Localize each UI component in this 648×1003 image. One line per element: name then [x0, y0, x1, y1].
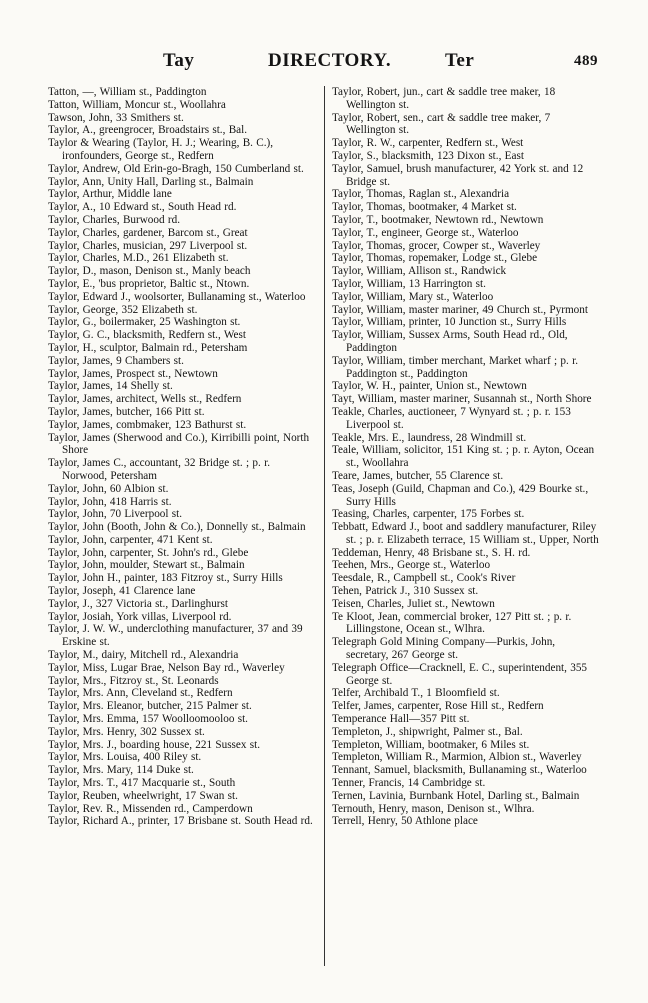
directory-entry: Taylor, William, Allison st., Randwick: [332, 265, 507, 278]
directory-entry: Taylor, Mrs. Louisa, 400 Riley st.: [48, 751, 202, 764]
directory-entry: Taylor, Robert, sen., cart & saddle tree maker, 7 Wellington st.: [332, 111, 551, 137]
directory-entry: Taylor, Edward J., woolsorter, Bullanaming st., Waterloo: [48, 290, 306, 303]
directory-entry: Taylor, Andrew, Old Erin-go-Bragh, 150 Cumberland st.: [48, 162, 304, 175]
directory-entry: Taylor, Ann, Unity Hall, Darling st., Balmain: [48, 175, 254, 188]
directory-entry: Taylor, William, 13 Harrington st.: [332, 277, 486, 290]
directory-entry: Taylor, Charles, musician, 297 Liverpool st.: [48, 239, 248, 252]
directory-entry: Ternen, Lavinia, Burnbank Hotel, Darling st., Balmain: [332, 789, 580, 802]
directory-entry: Taylor, Mrs. Henry, 302 Sussex st.: [48, 725, 205, 738]
directory-entry: Tatton, William, Moncur st., Woollahra: [48, 98, 226, 111]
right-column: [324, 86, 600, 966]
directory-entry: Taylor, William, Mary st., Waterloo: [332, 290, 494, 303]
directory-entry: Teasing, Charles, carpenter, 175 Forbes st.: [332, 508, 525, 521]
directory-entry: Taylor, William, master mariner, 49 Church st., Pyrmont: [332, 303, 588, 316]
directory-entry: Taylor, T., bootmaker, Newtown rd., Newtown: [332, 213, 544, 226]
directory-entry: Teare, James, butcher, 55 Clarence st.: [332, 469, 504, 482]
directory-entry: Taylor, James, architect, Wells st., Redfern: [48, 393, 242, 406]
directory-entry: Taylor, Charles, gardener, Barcom st., Great: [48, 226, 248, 239]
directory-entry: Teisen, Charles, Juliet st., Newtown: [332, 597, 495, 610]
directory-entry: Taylor, Mrs. Mary, 114 Duke st.: [48, 764, 194, 777]
directory-entry: Taylor, M., dairy, Mitchell rd., Alexandria: [48, 649, 239, 662]
directory-entry: Taylor, John (Booth, John & Co.), Donnelly st., Balmain: [48, 521, 306, 534]
directory-entry: Telfer, Archibald T., 1 Bloomfield st.: [332, 687, 500, 700]
directory-entry: Tatton, —, William st., Paddington: [48, 86, 207, 98]
directory-entry: Taylor, Mrs. Eleanor, butcher, 215 Palmer st.: [48, 700, 252, 713]
directory-entry: Taylor, Mrs., Fitzroy st., St. Leonards: [48, 674, 219, 687]
directory-entry: Taylor, Thomas, Raglan st., Alexandria: [332, 188, 510, 201]
directory-entry: Templeton, William, bootmaker, 6 Miles st.: [332, 738, 530, 751]
directory-entry: Taylor, G., boilermaker, 25 Washington st.: [48, 316, 241, 329]
directory-entry: Taylor, Josiah, York villas, Liverpool rd.: [48, 610, 232, 623]
directory-entry: Taylor, James, 14 Shelly st.: [48, 380, 173, 393]
directory-entry: Tayt, William, master mariner, Susannah st., North Shore: [332, 393, 592, 406]
directory-entry: Taylor, A., 10 Edward st., South Head rd.: [48, 201, 237, 214]
directory-entry: Taylor, William, timber merchant, Market wharf ; p. r. Paddington st., Paddington: [332, 354, 578, 380]
directory-entry: Taylor, Thomas, ropemaker, Lodge st., Glebe: [332, 252, 538, 265]
directory-entry: Taylor, Mrs. J., boarding house, 221 Sussex st.: [48, 738, 261, 751]
directory-entry: Taylor, James, combmaker, 123 Bathurst st.: [48, 418, 247, 431]
directory-entry: Taylor, Richard A., printer, 17 Brisbane st. South Head rd.: [48, 815, 313, 828]
directory-entry: Taylor, D., mason, Denison st., Manly beach: [48, 265, 251, 278]
directory-entry: Taylor, R. W., carpenter, Redfern st., West: [332, 137, 524, 150]
directory-entry: Temperance Hall—357 Pitt st.: [332, 713, 470, 726]
directory-entry: Templeton, William R., Marmion, Albion st., Waverley: [332, 751, 582, 764]
page-header: [48, 50, 598, 80]
directory-entry: Tenner, Francis, 14 Cambridge st.: [332, 777, 486, 790]
directory-entry: Taylor, John H., painter, 183 Fitzroy st., Surry Hills: [48, 572, 283, 585]
directory-entry: Taylor, S., blacksmith, 123 Dixon st., East: [332, 149, 524, 162]
directory-entry: Taylor & Wearing (Taylor, H. J.; Wearing, B. C.), ironfounders, George st., Redfern: [48, 137, 274, 162]
header-right-guide-word: Ter: [445, 50, 475, 71]
directory-entry: Teddeman, Henry, 48 Brisbane st., S. H. rd.: [332, 546, 531, 559]
header-left-guide-word: Tay: [163, 50, 195, 71]
directory-entry: Taylor, James C., accountant, 32 Bridge st. ; p. r. Norwood, Petersham: [48, 457, 271, 482]
directory-entry: Taylor, G. C., blacksmith, Redfern st., West: [48, 329, 246, 342]
directory-entry: Taylor, J. W. W., underclothing manufacturer, 37 and 39 Erskine st.: [48, 623, 303, 649]
directory-entry: Taylor, James, butcher, 166 Pitt st.: [48, 405, 205, 418]
directory-entry: Telfer, James, carpenter, Rose Hill st., Redfern: [332, 700, 544, 713]
directory-entry: Taylor, James, 9 Chambers st.: [48, 354, 184, 367]
directory-entry: Telegraph Office—Cracknell, E. C., superintendent, 355 George st.: [332, 661, 588, 687]
directory-entry: Templeton, J., shipwright, Palmer st., Bal.: [332, 725, 523, 738]
directory-entry: Teesdale, R., Campbell st., Cook's River: [332, 572, 516, 585]
directory-entry: Taylor, Mrs. Emma, 157 Woolloomooloo st.: [48, 713, 248, 726]
directory-entry: Teas, Joseph (Guild, Chapman and Co.), 429 Bourke st., Surry Hills: [332, 482, 589, 508]
directory-entry: Taylor, William, printer, 10 Junction st., Surry Hills: [332, 316, 567, 329]
directory-entry: Teakle, Charles, auctioneer, 7 Wynyard st. ; p. r. 153 Liverpool st.: [332, 405, 571, 431]
directory-entry: Taylor, T., engineer, George st., Waterloo: [332, 226, 519, 239]
directory-entry: Taylor, James, Prospect st., Newtown: [48, 367, 218, 380]
directory-entry: Taylor, John, 70 Liverpool st.: [48, 508, 183, 521]
left-column: [48, 86, 324, 966]
directory-entry: Taylor, Charles, Burwood rd.: [48, 213, 181, 226]
directory-entry: Tehen, Patrick J., 310 Sussex st.: [332, 585, 479, 598]
directory-entry: Tawson, John, 33 Smithers st.: [48, 111, 184, 124]
directory-entry: Ternouth, Henry, mason, Denison st., Wlhra.: [332, 802, 535, 815]
directory-entry: Taylor, John, moulder, Stewart st., Balmain: [48, 559, 245, 572]
directory-entry: Taylor, William, Sussex Arms, South Head rd., Old, Paddington: [332, 329, 568, 354]
directory-entry: Taylor, Mrs. Ann, Cleveland st., Redfern: [48, 687, 233, 700]
directory-entry: Taylor, W. H., painter, Union st., Newtown: [332, 380, 527, 393]
directory-entry: Taylor, Rev. R., Missenden rd., Camperdown: [48, 802, 253, 815]
directory-entry: Teale, William, solicitor, 151 King st. ; p. r. Ayton, Ocean st., Woollahra: [332, 444, 595, 470]
directory-entry: Taylor, John, carpenter, 471 Kent st.: [48, 533, 213, 546]
directory-entry: Taylor, George, 352 Elizabeth st.: [48, 303, 198, 316]
directory-entry: Taylor, John, 418 Harris st.: [48, 495, 172, 508]
directory-entry: Te Kloot, Jean, commercial broker, 127 Pitt st. ; p. r. Lillingstone, Ocean st., Wlhra.: [332, 610, 572, 636]
directory-entry: Taylor, Thomas, grocer, Cowper st., Waverley: [332, 239, 541, 252]
directory-entry: Taylor, Samuel, brush manufacturer, 42 York st. and 12 Bridge st.: [332, 162, 584, 188]
directory-entry: Taylor, Robert, jun., cart & saddle tree maker, 18 Wellington st.: [332, 86, 556, 111]
directory-entry: Taylor, H., sculptor, Balmain rd., Petersham: [48, 341, 248, 354]
directory-entry: Taylor, Mrs. T., 417 Macquarie st., South: [48, 777, 236, 790]
directory-entry: Taylor, J., 327 Victoria st., Darlinghurst: [48, 597, 228, 610]
directory-entry: Taylor, John, 60 Albion st.: [48, 482, 169, 495]
directory-entry: Taylor, Joseph, 41 Clarence lane: [48, 585, 196, 598]
directory-entry: Tennant, Samuel, blacksmith, Bullanaming st., Waterloo: [332, 764, 587, 777]
page-number: 489: [574, 53, 598, 69]
directory-entry: Taylor, Arthur, Middle lane: [48, 188, 172, 201]
directory-entry: Taylor, Miss, Lugar Brae, Nelson Bay rd., Waverley: [48, 661, 285, 674]
directory-entry: Telegraph Gold Mining Company—Purkis, John, secretary, 267 George st.: [332, 636, 556, 662]
directory-entry: Taylor, Reuben, wheelwright, 17 Swan st.: [48, 789, 238, 802]
directory-entry: Taylor, John, carpenter, St. John's rd., Glebe: [48, 546, 249, 559]
directory-entry: Terrell, Henry, 50 Athlone place: [332, 815, 478, 828]
directory-entry: Taylor, E., 'bus proprietor, Baltic st., Ntown.: [48, 277, 250, 290]
directory-entry: Taylor, A., greengrocer, Broadstairs st., Bal.: [48, 124, 248, 137]
directory-entry: Taylor, Thomas, bootmaker, 4 Market st.: [332, 201, 517, 214]
directory-columns: [48, 86, 600, 966]
directory-entry: Teehen, Mrs., George st., Waterloo: [332, 559, 491, 572]
directory-entry: Tebbatt, Edward J., boot and saddlery manufacturer, Riley st. ; p. r. Elizabeth terrace, 15 William st., Upper, North: [332, 521, 599, 546]
directory-entry: Teakle, Mrs. E., laundress, 28 Windmill st.: [332, 431, 527, 444]
directory-entry: Taylor, Charles, M.D., 261 Elizabeth st.: [48, 252, 229, 265]
header-title: DIRECTORY.: [268, 50, 392, 71]
directory-entry: Taylor, James (Sherwood and Co.), Kirribilli point, North Shore: [48, 431, 310, 457]
